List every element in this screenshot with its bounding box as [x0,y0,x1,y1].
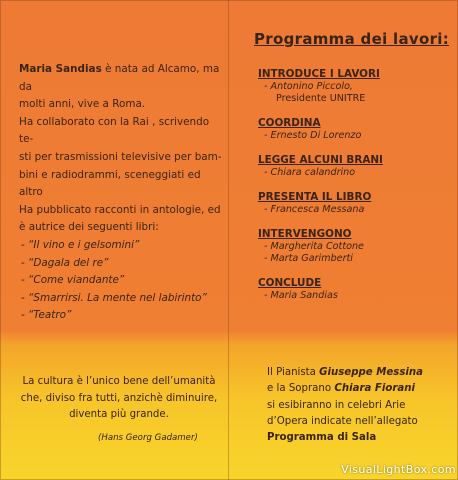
soprano-name: Chiara Fiorani [334,383,415,395]
program-section [258,228,448,265]
music-line: d’Opera indicate nell’allegato [267,415,418,427]
bio-line-4: bini e radiodrammi, sceneggiati ed altro [19,168,201,199]
music-line: e la Soprano Chiara Fiorani [267,383,415,395]
book-item: - “Smarrirsi. La mente nel labirinto” [21,291,207,304]
quote-author: (Hans Georg Gadamer) [98,433,198,443]
section-item: - Chiara calandrino [264,167,356,178]
section-subitem: Presidente UNITRE [276,93,366,104]
music-line: Il Pianista Giuseppe Messina [267,367,424,378]
quote-line: La cultura è l’unico bene dell’umanità [22,376,216,387]
program-panel [254,30,450,302]
bio-line-5: Ha pubblicato racconti in antologie, ed [19,203,221,216]
section-item: - Marta Garimberti [264,253,353,264]
bio-line-2: Ha collaborato con la Rai , scrivendo te- [19,115,210,146]
section-heading: INTERVENGONO [258,228,352,240]
program-sections [258,68,448,302]
section-heading: COORDINA [258,117,321,129]
section-item: - Antonino Piccolo, [264,81,353,92]
section-item: - Francesca Messana [264,204,365,215]
section-heading: INTRODUCE I LAVORI [258,68,380,80]
program-section [258,68,448,105]
pianist-name: Giuseppe Messina [319,367,424,378]
book-list [19,237,224,325]
section-heading: PRESENTA IL LIBRO [258,191,372,203]
program-section [258,117,448,142]
section-heading: CONCLUDE [258,277,322,289]
program-section [258,277,448,302]
music-line [267,430,452,446]
bio-panel [19,61,224,325]
watermark: VisualLightBox.com [341,463,456,476]
music-note [267,365,452,446]
quote-line: diventa più grande. [69,409,169,420]
book-item: - “Come viandante” [21,274,125,287]
bio-line-0: Maria Sandias è nata ad Alcamo, ma da [19,63,220,93]
bio-line-3: sti per trasmissioni televisive per bam- [19,150,222,163]
section-item: - Margherita Cottone [264,241,364,252]
bio-line-6: è autrice dei seguenti libri: [19,221,159,234]
bio-name: Maria Sandias [19,63,102,75]
book-item: - “Il vino e i gelsomini” [21,238,140,251]
program-section [258,191,448,216]
music-line: si esibiranno in celebri Arie [267,399,406,411]
book-item: - “Teatro” [21,309,72,322]
program-reference: Programma di Sala [267,432,377,444]
program-title: Programma dei lavori: [254,30,450,48]
program-section [258,154,448,179]
section-item: - Maria Sandias [264,290,338,301]
book-item: - “Dagala del re” [21,256,109,269]
fold-line [228,0,229,480]
quote-block [14,374,224,424]
section-heading: LEGGE ALCUNI BRANI [258,154,383,166]
quote-line: che, diviso fra tutti, anzichè diminuire, [20,392,218,404]
section-item: - Ernesto Di Lorenzo [264,130,362,141]
bio-line-1: molti anni, vive a Roma. [19,98,146,111]
